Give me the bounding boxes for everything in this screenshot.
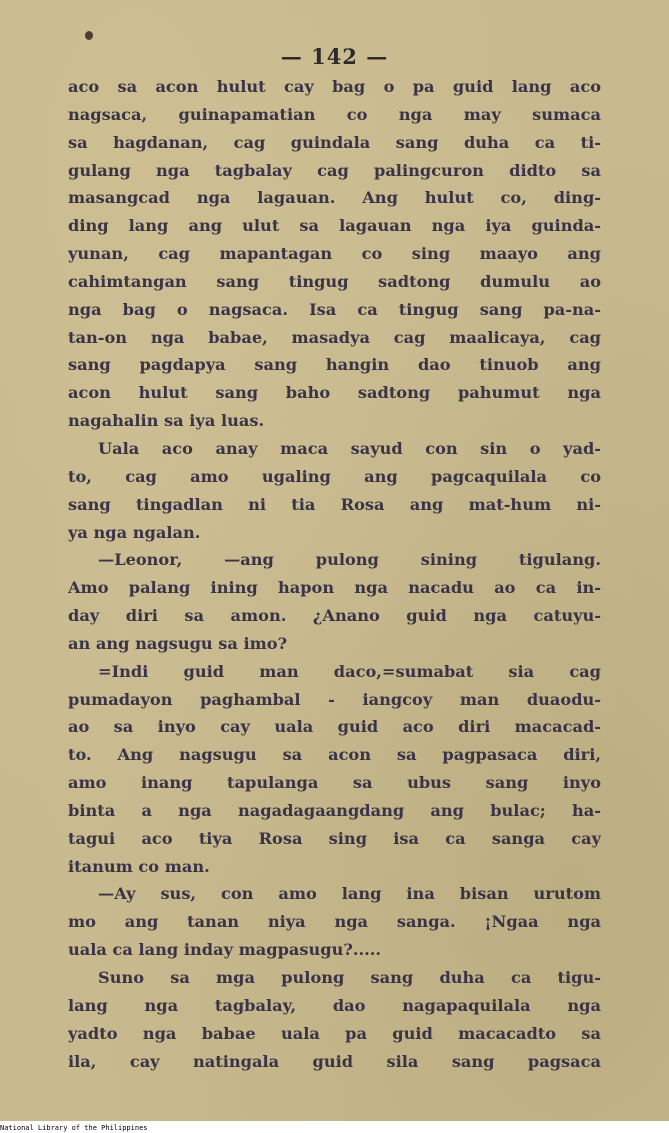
ink-blot (85, 31, 93, 40)
text-line: ya nga ngalan. (68, 522, 201, 542)
text-line: yunan, cag mapantagan co sing maayo ang (68, 244, 601, 264)
page-number: — 142 — (280, 44, 389, 69)
text-line: sang tingadlan ni tia Rosa ang mat-hum ni- (68, 494, 601, 514)
text-line: ding lang ang ulut sa lagauan nga iya guinda- (68, 216, 601, 236)
text-line: —Leonor, —ang pulong sining tigulang. (98, 550, 601, 570)
text-line: nagahalin sa iya luas. (68, 411, 265, 431)
text-line: ao sa inyo cay uala guid aco diri macacad- (68, 717, 601, 737)
text-line: tan-on nga babae, masadya cag maalicaya, cag (68, 327, 601, 347)
text-line: itanum co man. (68, 856, 210, 876)
text-line: —Ay sus, con amo lang ina bisan urutom (98, 884, 601, 904)
text-line: masangcad nga lagauan. Ang hulut co, ding- (68, 188, 601, 208)
text-line: pumadayon paghambal - iangcoy man duaodu- (68, 689, 601, 709)
text-line: sa hagdanan, cag guindala sang duha ca ti- (68, 132, 601, 152)
library-credit: National Library of the Philippines (0, 1124, 148, 1132)
text-line: to, cag amo ugaling ang pagcaquilala co (68, 466, 601, 486)
text-line: amo inang tapulanga sa ubus sang inyo (68, 773, 601, 793)
text-line: sang pagdapya sang hangin dao tinuob ang (68, 355, 601, 375)
text-line: Amo palang ining hapon nga nacadu ao ca in- (68, 578, 601, 598)
text-line: nagsaca, guinapamatian co nga may sumaca (68, 104, 601, 124)
text-line: cahimtangan sang tingug sadtong dumulu ao (68, 271, 601, 291)
text-line: lang nga tagbalay, dao nagapaquilala nga (68, 995, 601, 1015)
body-text (68, 73, 601, 1075)
text-line: tagui aco tiya Rosa sing isa ca sanga cay (68, 828, 601, 848)
text-line: binta a nga nagadagaangdang ang bulac; ha- (68, 800, 601, 820)
text-line: day diri sa amon. ¿Anano guid nga catuyu- (68, 606, 601, 626)
text-line: ila, cay natingala guid sila sang pagsaca (68, 1051, 601, 1071)
text-line: Suno sa mga pulong sang duha ca tigu- (98, 968, 601, 987)
text-line: mo ang tanan niya nga sanga. ¡Ngaa nga (68, 912, 601, 932)
text-line: acon hulut sang baho sadtong pahumut nga (68, 383, 601, 403)
text-line: nga bag o nagsaca. Isa ca tingug sang pa-na- (68, 299, 601, 319)
text-line: uala ca lang inday magpasugu?..... (68, 940, 382, 960)
text-line: Uala aco anay maca sayud con sin o yad- (98, 438, 601, 458)
text-line: to. Ang nagsugu sa acon sa pagpasaca diri, (68, 745, 601, 765)
text-line: =Indi guid man daco,=sumabat sia cag (98, 661, 601, 681)
text-line: aco sa acon hulut cay bag o pa guid lang aco (68, 77, 601, 96)
text-line: yadto nga babae uala pa guid macacadto sa (68, 1023, 601, 1043)
text-line: gulang nga tagbalay cag palingcuron didto sa (68, 160, 601, 180)
text-line: an ang nagsugu sa imo? (68, 633, 288, 653)
